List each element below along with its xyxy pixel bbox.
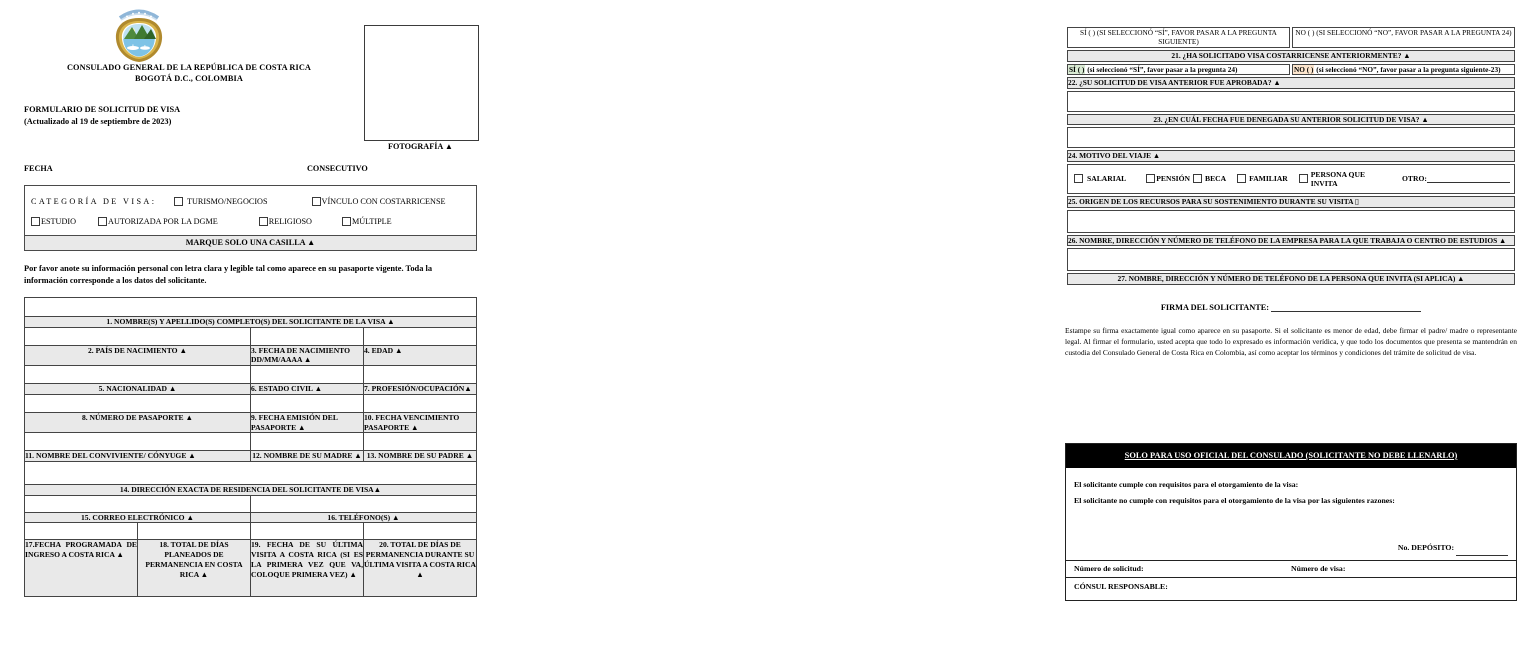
table-row	[1067, 196, 1515, 208]
official-use-title: SOLO PARA USO OFICIAL DEL CONSULADO (SOLICITANTE NO DEBE LLENARLO)	[1124, 451, 1458, 460]
input-nombre-padre[interactable]	[364, 433, 477, 451]
visa-category-box	[24, 185, 477, 251]
input-fecha-emision-pasaporte[interactable]	[251, 394, 364, 412]
table-row	[1067, 50, 1515, 62]
label-field-13: 13. NOMBRE DE SU PADRE ▲	[364, 451, 477, 462]
table-row	[1067, 127, 1515, 148]
input-nombre-madre[interactable]	[251, 433, 364, 451]
question-22: 22. ¿SU SOLICITUD DE VISA ANTERIOR FUE APROBADA? ▲	[1067, 77, 1515, 89]
label-field-9: 9. FECHA EMISIÓN DEL PASAPORTE ▲	[251, 412, 364, 432]
table-row	[25, 462, 477, 485]
input-estado-civil[interactable]	[251, 366, 364, 384]
official-line-no-cumple: El solicitante no cumple con requisitos para el otorgamiento de la visa por las siguientes razones:	[1074, 495, 1395, 505]
option-label-autorizada-dgme: AUTORIZADA POR LA DGME	[108, 216, 218, 226]
table-row	[25, 317, 477, 328]
input-pais-nacimiento[interactable]	[25, 327, 251, 345]
answer-22-si-text: (si seleccionó “SÍ”, favor pasar a la pregunta 24)	[1085, 64, 1238, 74]
table-row	[1067, 114, 1515, 126]
option-label-pension: PENSIÓN	[1156, 174, 1191, 184]
signature-line[interactable]	[1271, 302, 1421, 312]
input-fecha-ultima-visita[interactable]	[251, 523, 364, 540]
label-field-12: 12. NOMBRE DE SU MADRE ▲	[252, 451, 362, 461]
label-field-11: 11. NOMBRE DEL CONVIVIENTE/ CÓNYUGE ▲	[25, 451, 251, 462]
label-field-5: 5. NACIONALIDAD ▲	[25, 384, 251, 395]
answer-22-no-text: (si seleccionó “NO”, favor pasar a la pregunta siguiente-23)	[1314, 64, 1501, 74]
left-column	[0, 0, 512, 655]
official-use-box	[1065, 443, 1517, 601]
category-footer-note: MARQUE SOLO UNA CASILLA ▲	[25, 235, 476, 250]
option-label-multiple: MÚLTIPLE	[351, 216, 392, 226]
table-row	[1067, 64, 1515, 75]
table-row	[25, 523, 477, 540]
input-answer-25[interactable]	[1067, 210, 1515, 233]
table-row	[1067, 27, 1515, 48]
checkbox-familiar[interactable]	[1237, 174, 1246, 183]
signature-section	[1065, 302, 1517, 312]
table-row	[1067, 235, 1515, 247]
option-label-salarial: SALARIAL	[1087, 174, 1127, 184]
input-profesion[interactable]	[364, 366, 477, 384]
table-row	[1067, 210, 1515, 233]
answer-21-no[interactable]: NO ( ) (SI SELECCIONÓ “NO”, FAVOR PASAR A LA PREGUNTA 24)	[1292, 27, 1515, 48]
photo-placeholder-box[interactable]	[364, 25, 479, 141]
table-row	[1067, 150, 1515, 162]
checkbox-religioso[interactable]	[259, 217, 268, 226]
motivo-options-cell	[1067, 164, 1515, 194]
label-field-15: 15. CORREO ELECTRÓNICO ▲	[25, 512, 251, 523]
checkbox-persona-que-invita[interactable]	[1299, 174, 1308, 183]
photo-label: FOTOGRAFÍA ▲	[387, 142, 454, 151]
label-field-20: 20. TOTAL DE DÍAS DE PERMANENCIA DURANTE SU ÚLTIMA VISITA A COSTA RICA ▲	[364, 540, 477, 597]
deposito-label: No. DEPÓSITO:	[1397, 543, 1455, 553]
deposito-input-line[interactable]	[1456, 547, 1508, 556]
official-line-cumple: El solicitante cumple con requisitos para el otorgamiento de la visa:	[1074, 480, 1299, 489]
checkbox-beca[interactable]	[1193, 174, 1202, 183]
input-answer-23[interactable]	[1067, 127, 1515, 148]
checkbox-turismo-negocios[interactable]	[174, 197, 183, 206]
coat-of-arms-icon	[108, 6, 170, 64]
question-24: 24. MOTIVO DEL VIAJE ▲	[1067, 150, 1515, 162]
option-label-religioso: RELIGIOSO	[268, 216, 312, 226]
input-dias-planeados[interactable]	[138, 523, 251, 540]
label-field-18: 18. TOTAL DE DÍAS PLANEADOS DE PERMANENCIA EN COSTA RICA ▲	[138, 540, 251, 597]
option-label-estudio: ESTUDIO	[41, 216, 77, 226]
table-row	[25, 366, 477, 384]
checkbox-vinculo-costarricense[interactable]	[312, 197, 321, 206]
input-otro[interactable]	[1427, 174, 1510, 183]
checkbox-estudio[interactable]	[31, 217, 40, 226]
checkbox-pension[interactable]	[1146, 174, 1155, 183]
table-row	[1067, 91, 1515, 112]
signature-disclaimer: Estampe su firma exactamente igual como aparece en su pasaporte. Si el solicitante es menor de edad, debe firmar el padre/ madre o representante legal. Al firmar el formulario, usted acepta que todo lo expresado es información verídica, y que todo los documentos que presenta se mantendrán en custodia del Consulado General de Costa Rica en Colombia, así como aceptar los términos y condiciones del trámite de solicitud de visa.	[1065, 326, 1517, 358]
answer-22-no[interactable]	[1292, 64, 1515, 75]
input-fecha-ingreso[interactable]	[25, 523, 138, 540]
organization-title	[24, 62, 354, 84]
highlight-no: NO ( )	[1294, 64, 1314, 74]
table-row	[25, 485, 477, 496]
input-answer-26[interactable]	[1067, 248, 1515, 271]
checkbox-multiple[interactable]	[342, 217, 351, 226]
table-row	[25, 384, 477, 395]
question-21: 21. ¿HA SOLICITADO VISA COSTARRICENSE ANTERIORMENTE? ▲	[1067, 50, 1515, 62]
option-label-familiar: FAMILIAR	[1249, 174, 1288, 184]
question-27: 27. NOMBRE, DIRECCIÓN Y NÚMERO DE TELÉFONO DE LA PERSONA QUE INVITA (SI APLICA) ▲	[1067, 273, 1515, 285]
answer-21-si[interactable]: SÍ ( ) (SI SELECCIONÓ “SÍ”, FAVOR PASAR A LA PREGUNTA SIGUIENTE)	[1067, 27, 1290, 48]
consecutivo-label: CONSECUTIVO	[307, 164, 368, 173]
label-field-19: 19. FECHA DE SU ÚLTIMA VISITA A COSTA RICA (SI ES LA PRIMERA VEZ QUE VA, COLOQUE PRIMERA VEZ) ▲	[251, 540, 364, 597]
applicant-data-table	[24, 297, 477, 597]
org-line-2: BOGOTÁ D.C., COLOMBIA	[135, 74, 243, 84]
table-row	[25, 412, 477, 432]
table-row	[1067, 77, 1515, 89]
table-row	[25, 495, 477, 512]
input-direccion-residencia[interactable]	[25, 462, 477, 485]
label-field-16: 16. TELÉFONO(S) ▲	[251, 512, 477, 523]
highlight-si: SÍ ( )	[1069, 64, 1085, 74]
label-field-6: 6. ESTADO CIVIL ▲	[251, 384, 364, 395]
category-prompt: CATEGORÍA DE VISA:	[31, 196, 157, 206]
option-label-beca: BECA	[1205, 174, 1227, 184]
question-25: 25. ORIGEN DE LOS RECURSOS PARA SU SOSTENIMIENTO DURANTE SU VISITA ▯	[1067, 196, 1515, 208]
table-row	[25, 327, 477, 345]
option-label-turismo-negocios: TURISMO/NEGOCIOS	[187, 196, 268, 206]
checkbox-salarial[interactable]	[1074, 174, 1083, 183]
label-field-7: 7. PROFESIÓN/OCUPACIÓN▲	[364, 384, 477, 395]
table-row	[1067, 164, 1515, 194]
form-updated-date: (Actualizado al 19 de septiembre de 2023)	[24, 117, 172, 127]
table-row	[25, 298, 477, 317]
option-label-persona-que-invita: PERSONA QUE INVITA	[1310, 169, 1366, 188]
label-field-10: 10. FECHA VENCIMIENTO PASAPORTE ▲	[364, 412, 477, 432]
label-field-3: 3. FECHA DE NACIMIENTO DD/MM/AAAA ▲	[251, 345, 364, 365]
table-row	[25, 394, 477, 412]
input-correo-electronico[interactable]	[25, 495, 251, 512]
signature-label: FIRMA DEL SOLICITANTE:	[1160, 303, 1270, 312]
official-numbers-row	[1066, 560, 1516, 577]
table-row	[25, 512, 477, 523]
label-field-4: 4. EDAD ▲	[364, 345, 477, 365]
numero-visa-label: Número de visa:	[1291, 564, 1346, 573]
table-row	[25, 433, 477, 451]
label-field-1: 1. NOMBRE(S) Y APELLIDO(S) COMPLETO(S) DEL SOLICITANTE DE LA VISA ▲	[25, 317, 477, 328]
consul-responsable-label: CÓNSUL RESPONSABLE:	[1066, 577, 1516, 600]
label-field-17: 17.FECHA PROGRAMADA DE INGRESO A COSTA RICA ▲	[25, 540, 138, 597]
official-use-body	[1066, 468, 1516, 560]
right-column	[512, 0, 1517, 655]
checkbox-autorizada-dgme[interactable]	[98, 217, 107, 226]
question-23: 23. ¿EN CUÁL FECHA FUE DENEGADA SU ANTERIOR SOLICITUD DE VISA? ▲	[1067, 114, 1515, 126]
input-nombre-completo[interactable]	[25, 298, 477, 317]
option-label-vinculo-costarricense: VÍNCULO CON COSTARRICENSE	[321, 196, 446, 206]
input-numero-pasaporte[interactable]	[25, 394, 251, 412]
table-row	[1067, 248, 1515, 271]
input-dias-ultima-visita[interactable]	[364, 523, 477, 540]
input-nacionalidad[interactable]	[25, 366, 251, 384]
numero-solicitud-label: Número de solicitud:	[1074, 564, 1144, 573]
table-row	[25, 345, 477, 365]
label-field-14: 14. DIRECCIÓN EXACTA DE RESIDENCIA DEL SOLICITANTE DE VISA▲	[25, 485, 477, 496]
org-line-1: CONSULADO GENERAL DE LA REPÚBLICA DE COSTA RICA	[66, 63, 312, 72]
input-fecha-vencimiento-pasaporte[interactable]	[364, 394, 477, 412]
input-answer-22[interactable]	[1067, 91, 1515, 112]
label-field-2: 2. PAÍS DE NACIMIENTO ▲	[25, 345, 251, 365]
question-26: 26. NOMBRE, DIRECCIÓN Y NÚMERO DE TELÉFONO DE LA EMPRESA PARA LA QUE TRABAJA O CENTRO DE ESTUDIOS ▲	[1067, 235, 1515, 247]
input-edad[interactable]	[364, 327, 477, 345]
fecha-label: FECHA	[24, 164, 53, 173]
input-nombre-conviviente[interactable]	[25, 433, 251, 451]
questions-table	[1065, 25, 1517, 287]
input-telefonos[interactable]	[251, 495, 477, 512]
table-row	[1067, 273, 1515, 285]
table-row	[25, 451, 477, 462]
form-title-block	[24, 104, 324, 128]
label-field-8: 8. NÚMERO DE PASAPORTE ▲	[25, 412, 251, 432]
form-title: FORMULARIO DE SOLICITUD DE VISA	[24, 105, 181, 114]
input-fecha-nacimiento[interactable]	[251, 327, 364, 345]
answer-22-si[interactable]	[1067, 64, 1290, 75]
table-row	[25, 540, 477, 597]
instructions-text: Por favor anote su información personal con letra clara y legible tal como aparece en su pasaporte vigente. Toda la información corresponde a los datos del solicitante.	[24, 264, 433, 285]
deposito-field	[1398, 540, 1508, 556]
label-otro: OTRO:	[1401, 174, 1427, 184]
official-use-header	[1066, 444, 1516, 468]
